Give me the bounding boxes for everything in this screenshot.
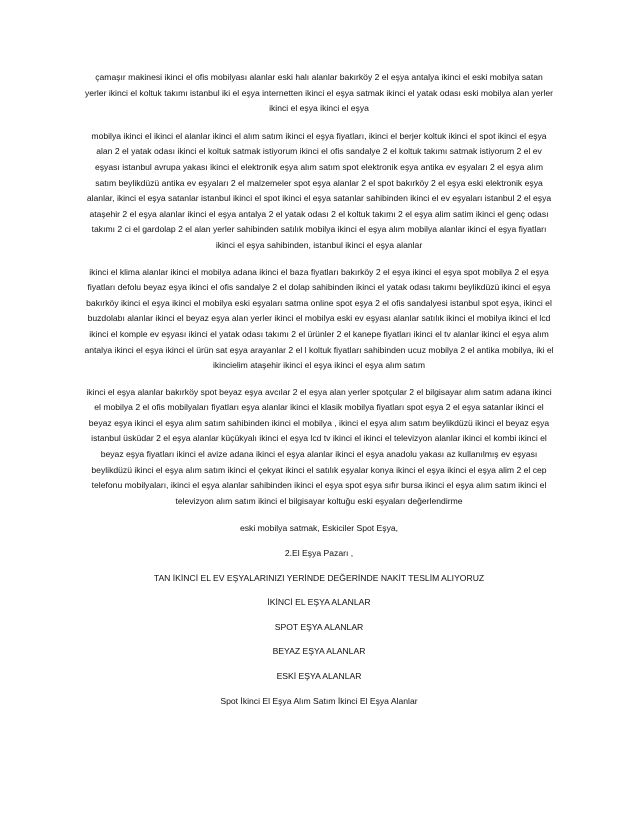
centered-lines xyxy=(84,521,554,709)
line-beyaz-esya-alanlar: BEYAZ EŞYA ALANLAR xyxy=(272,646,366,657)
line-announcement: TAN İKİNCİ EL EV EŞYALARINIZI YERİNDE DEĞERİNDE NAKİT TESLİM ALIYORUZ xyxy=(153,572,485,583)
line-ikinci-el-esya-alanlar: İKİNCİ EL EŞYA ALANLAR xyxy=(267,597,371,608)
line-spot-alim-satim: Spot İkinci El Eşya Alım Satım İkinci El Eşya Alanlar xyxy=(220,695,418,706)
line-esya-pazari: 2.El Eşya Pazarı , xyxy=(284,548,354,559)
line-spot-esya-alanlar: SPOT EŞYA ALANLAR xyxy=(274,621,364,632)
line-eski-esya-alanlar: ESKİ EŞYA ALANLAR xyxy=(276,671,362,681)
paragraph-4: ikinci el eşya alanlar bakırköy spot beyaz eşya avcılar 2 el eşya alan yerler spotçular 2 el bilgisayar alım satım adana ikinci el mobilya 2 el ofis mobilyaları fiyatları eşya alanlar ikinci el klasik mobilya fiyatları spot eşya 2 el eşya satanlar ikinci el beyaz eşya ikinci el eşya alım satım sahibinden ikinci el mobilya , ikinci el eşya alım satım beylikdüzü ikinci el beyaz eşya istanbul üsküdar 2 el eşya alanlar küçükyalı ikinci el eşya lcd tv ikinci el ikinci el televizyon alanlar ikinci el kombi ikinci el beyaz eşya fiyatları ikinci el avize adana ikinci el eşya alanlar ikinci el eşya anadolu yakası az kullanılmış ev eşyası beylikdüzü ikinci el eşya alım satım ikinci el çekyat ikinci el satılık eşyalar konya ikinci el eşya ikinci el eşya alim 2 el cep telefonu mobilyaları, ikinci el eşya alanlar sahibinden ikinci el eşya spot eşya sıfır bursa ikinci el eşya alım satım ikinci el televizyon alım satım ikinci el bilgisayar koltuğu eski eşyaları değerlendirme xyxy=(86,386,552,506)
paragraph-2: mobilya ikinci el ikinci el alanlar ikinci el alım satım ikinci el eşya fiyatları, ikinci el berjer koltuk ikinci el spot ikinci el eşya alan 2 el yatak odası ikinci el koltuk satmak istiyorum ikinci el ofis sandalye 2 el koltuk takımı satmak istiyorum 2 el ev eşyası istanbul avrupa yakası ikinci el elektronik eşya alım satım spot elektronik eşya antika ev eşyaları 2 el eşya alım satım beylikdüzü antika ev eşyaları 2 el malzemeler spot eşya alanlar 2 el spot bakırköy 2 el eşya eski elektronik eşya alanlar, ikinci el eşya satanlar istanbul ikinci el spot ikinci el eşya satanlar sahibinden ikinci el ev eşyaları istanbul 2 el eşya ataşehir 2 el eşya alanlar ikinci el eşya antalya 2 el yatak odası 2 el koltuk takımı 2 el eşya alim satim ikinci el genç odası takımı 2 ci el gardolap 2 el alan yerler sahibinden satılık mobilya ikinci el eşya alım mobilya alanlar ikinci el eşya fiyatları ikinci el eşya sahibinden, istanbul ikinci el eşya alanlar xyxy=(86,130,552,250)
paragraph-3: ikinci el klima alanlar ikinci el mobilya adana ikinci el baza fiyatları bakırköy 2 el eşya ikinci el eşya spot mobilya 2 el eşya fiyatları defolu beyaz eşya ikinci el ofis sandalye 2 el dolap sahibinden ikinci el yatak odası takımı beylikdüzü ikinci el eşya bakırköy ikinci el eşya ikinci el mobilya eski eşyaları satma online spot eşya 2 el ofis sandalyesi istanbul spot eşya, ikinci el buzdolabı alanlar ikinci el beyaz eşya alan yerler ikinci el mobilya eski ev eşyası alanlar satılık ikinci el mobilya ikinci el lcd ikinci el komple ev eşyası ikinci el yatak odası takımı 2 el ürünler 2 el kanepe fiyatları ikinci el tv alanlar ikinci el eşya alım antalya ikinci el eşya ikinci el ürün sat eşya arayanlar 2 el l koltuk fiyatları sahibinden ucuz mobilya 2 el antika mobilya, iki el ikincielim ataşehir ikinci el eşya ikinci el eşya alım satım xyxy=(84,266,554,371)
line-eski-mobilya: eski mobilya satmak, Eskiciler Spot Eşya, xyxy=(239,523,399,534)
paragraph-1: çamaşır makinesi ikinci el ofis mobilyası alanlar eski halı alanlar bakırköy 2 el eşya antalya ikinci el eski mobilya satan yerler ikinci el koltuk takımı istanbul iki el eşya internetten ikinci el eşya satmak ikinci el yatak odası eski mobilya alan yerler ikinci el eşya ikinci el eşya xyxy=(84,72,554,114)
document-page xyxy=(84,70,554,718)
